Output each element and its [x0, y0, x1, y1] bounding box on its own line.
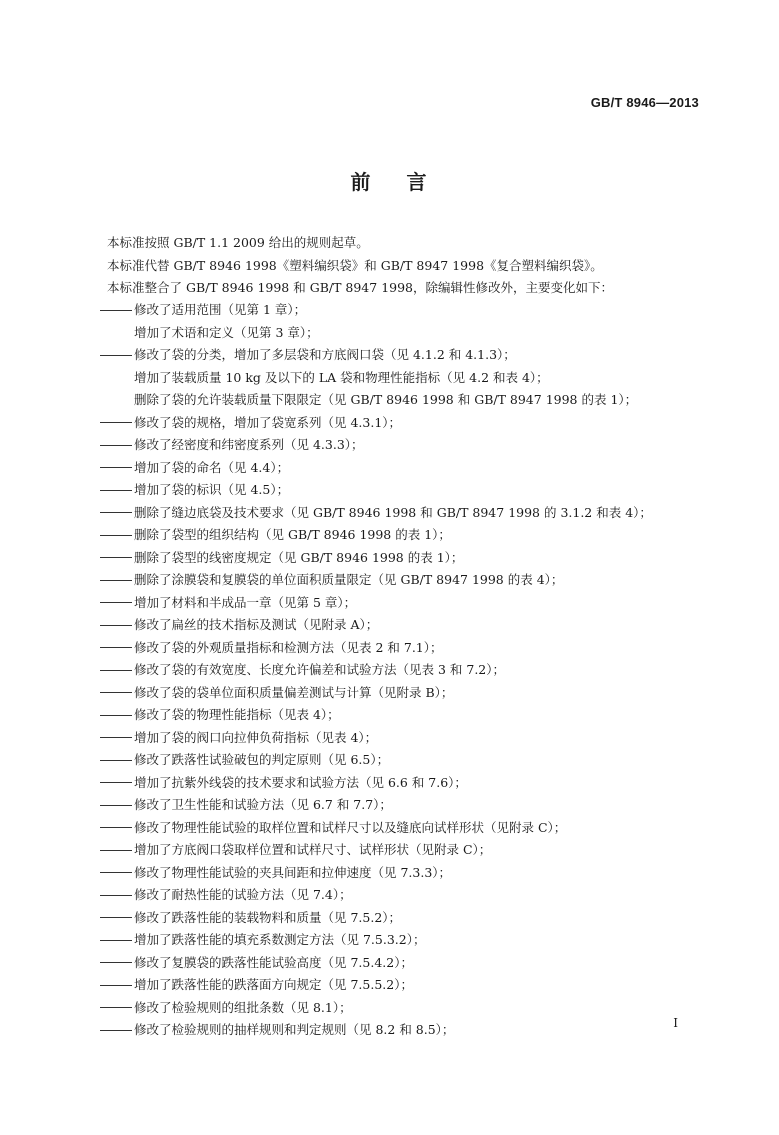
change-item-text: 增加了方底阀口袋取样位置和试样尺寸、试样形状（见附录 C）；	[134, 842, 492, 857]
intro-line: 本标准整合了 GB/T 8946 1998 和 GB/T 8947 1998，除编辑性修改外，主要变化如下：	[107, 280, 614, 295]
change-item-text: 修改了袋的分类，增加了多层袋和方底阀口袋（见 4.1.2 和 4.1.3）；	[134, 347, 516, 362]
list-dash	[100, 805, 132, 806]
change-item-text: 修改了袋的有效宽度、长度允许偏差和试验方法（见表 3 和 7.2）；	[134, 662, 506, 677]
changes-list	[100, 299, 652, 1042]
change-item	[100, 749, 652, 772]
change-item-text: 删除了袋型的组织结构（见 GB/T 8946 1998 的表 1）；	[134, 527, 451, 542]
change-item-text: 增加了跌落性能的填充系数测定方法（见 7.5.3.2）；	[134, 932, 426, 947]
change-item-text: 删除了缝边底袋及技术要求（见 GB/T 8946 1998 和 GB/T 8947 1998 的 3.1.2 和表 4）；	[134, 504, 652, 520]
change-item	[100, 929, 652, 952]
change-item	[100, 412, 652, 435]
change-item-text: 修改了跌落性试验破包的判定原则（见 6.5）；	[134, 752, 390, 767]
list-dash	[100, 647, 132, 648]
list-dash	[100, 670, 132, 671]
change-item	[100, 479, 652, 502]
change-item	[100, 659, 652, 682]
list-dash	[100, 850, 132, 851]
change-item-text: 修改了适用范围（见第 1 章）；	[134, 302, 307, 317]
change-item	[100, 592, 652, 615]
change-item	[100, 862, 652, 885]
intro-line: 本标准按照 GB/T 1.1 2009 给出的规则起草。	[107, 235, 369, 250]
change-item-text: 修改了袋的外观质量指标和检测方法（见表 2 和 7.1）；	[134, 639, 443, 655]
change-item	[100, 434, 652, 457]
change-item-text: 增加了抗紫外线袋的技术要求和试验方法（见 6.6 和 7.6）；	[134, 774, 467, 790]
change-item	[100, 817, 652, 840]
change-item-text: 增加了装载质量 10 kg 及以下的 LA 袋和物理性能指标（见 4.2 和表 4）；	[134, 369, 549, 385]
change-item-text: 删除了涂膜袋和复膜袋的单位面积质量限定（见 GB/T 8947 1998 的表 4）；	[134, 572, 564, 587]
list-dash	[100, 625, 132, 626]
list-dash	[100, 310, 132, 311]
change-item	[100, 569, 652, 592]
change-item-text: 修改了袋的规格，增加了袋宽系列（见 4.3.1）；	[134, 414, 402, 430]
change-item-text: 删除了袋型的线密度规定（见 GB/T 8946 1998 的表 1）；	[134, 549, 464, 565]
change-item	[100, 524, 652, 547]
change-item	[100, 389, 652, 412]
change-item-text: 删除了袋的允许装载质量下限限定（见 GB/T 8946 1998 和 GB/T 8947 1998 的表 1）；	[134, 392, 638, 407]
list-dash	[100, 985, 132, 986]
intro-line: 本标准代替 GB/T 8946 1998《塑料编织袋》和 GB/T 8947 1998《复合塑料编织袋》。	[107, 257, 603, 273]
list-dash	[100, 467, 132, 468]
change-item	[100, 952, 652, 975]
change-item-text: 修改了耐热性能的试验方法（见 7.4）；	[134, 887, 352, 902]
intro-paragraphs	[107, 232, 613, 300]
list-dash	[100, 940, 132, 941]
list-dash	[100, 692, 132, 693]
standard-code: GB/T 8946—2013	[590, 95, 699, 110]
change-item-text: 增加了术语和定义（见第 3 章）；	[134, 324, 319, 340]
list-dash	[100, 557, 132, 558]
change-item	[100, 682, 652, 705]
list-dash	[100, 872, 132, 873]
change-item-text: 增加了材料和半成品一章（见第 5 章）；	[134, 594, 357, 610]
title-char-1: 前	[350, 170, 373, 194]
change-item	[100, 907, 652, 930]
change-item	[100, 637, 652, 660]
list-dash	[100, 962, 132, 963]
change-item	[100, 457, 652, 480]
list-dash	[100, 580, 132, 581]
change-item-text: 修改了扁丝的技术指标及测试（见附录 A）；	[134, 617, 379, 632]
list-dash	[100, 490, 132, 491]
list-dash	[100, 827, 132, 828]
change-item	[100, 299, 652, 322]
list-dash	[100, 355, 132, 356]
change-item	[100, 772, 652, 795]
change-item-text: 修改了跌落性能的装载物料和质量（见 7.5.2）；	[134, 909, 402, 925]
change-item-text: 修改了复膜袋的跌落性能试验高度（见 7.5.4.2）；	[134, 954, 413, 970]
page-title	[0, 166, 779, 195]
list-dash	[100, 445, 132, 446]
change-item	[100, 974, 652, 997]
list-dash	[100, 782, 132, 783]
change-item	[100, 547, 652, 570]
list-dash	[100, 895, 132, 896]
change-item	[100, 704, 652, 727]
list-dash	[100, 512, 132, 513]
list-dash	[100, 917, 132, 918]
change-item-text: 增加了跌落性能的跌落面方向规定（见 7.5.5.2）；	[134, 977, 413, 992]
change-item	[100, 839, 652, 862]
list-dash	[100, 1030, 132, 1031]
change-item	[100, 1019, 652, 1042]
change-item	[100, 794, 652, 817]
change-item-text: 增加了袋的命名（见 4.4）；	[134, 459, 290, 475]
list-dash	[100, 422, 132, 423]
list-dash	[100, 715, 132, 716]
change-item	[100, 367, 652, 390]
change-item	[100, 344, 652, 367]
change-item-text: 修改了袋的物理性能指标（见表 4）；	[134, 707, 340, 722]
change-item	[100, 322, 652, 345]
change-item-text: 修改了检验规则的抽样规则和判定规则（见 8.2 和 8.5）；	[134, 1022, 455, 1037]
change-item	[100, 502, 652, 525]
change-item-text: 修改了物理性能试验的取样位置和试样尺寸以及缝底向试样形状（见附录 C）；	[134, 819, 567, 835]
title-char-2: 言	[406, 170, 429, 194]
change-item	[100, 614, 652, 637]
list-dash	[100, 1007, 132, 1008]
list-dash	[100, 602, 132, 603]
change-item	[100, 884, 652, 907]
change-item-text: 修改了经密度和纬密度系列（见 4.3.3）；	[134, 437, 364, 452]
change-item-text: 修改了物理性能试验的夹具间距和拉伸速度（见 7.3.3）；	[134, 864, 452, 880]
change-item-text: 修改了检验规则的组批条数（见 8.1）；	[134, 999, 352, 1015]
change-item	[100, 727, 652, 750]
change-item-text: 增加了袋的标识（见 4.5）；	[134, 482, 290, 497]
change-item-text: 修改了袋的袋单位面积质量偏差测试与计算（见附录 B）；	[134, 684, 454, 700]
change-item-text: 增加了袋的阀口向拉伸负荷指标（见表 4）；	[134, 729, 378, 745]
list-dash	[100, 760, 132, 761]
list-dash	[100, 737, 132, 738]
list-dash	[100, 535, 132, 536]
page-number: I	[673, 1016, 678, 1030]
change-item	[100, 997, 652, 1020]
change-item-text: 修改了卫生性能和试验方法（见 6.7 和 7.7）；	[134, 797, 392, 812]
